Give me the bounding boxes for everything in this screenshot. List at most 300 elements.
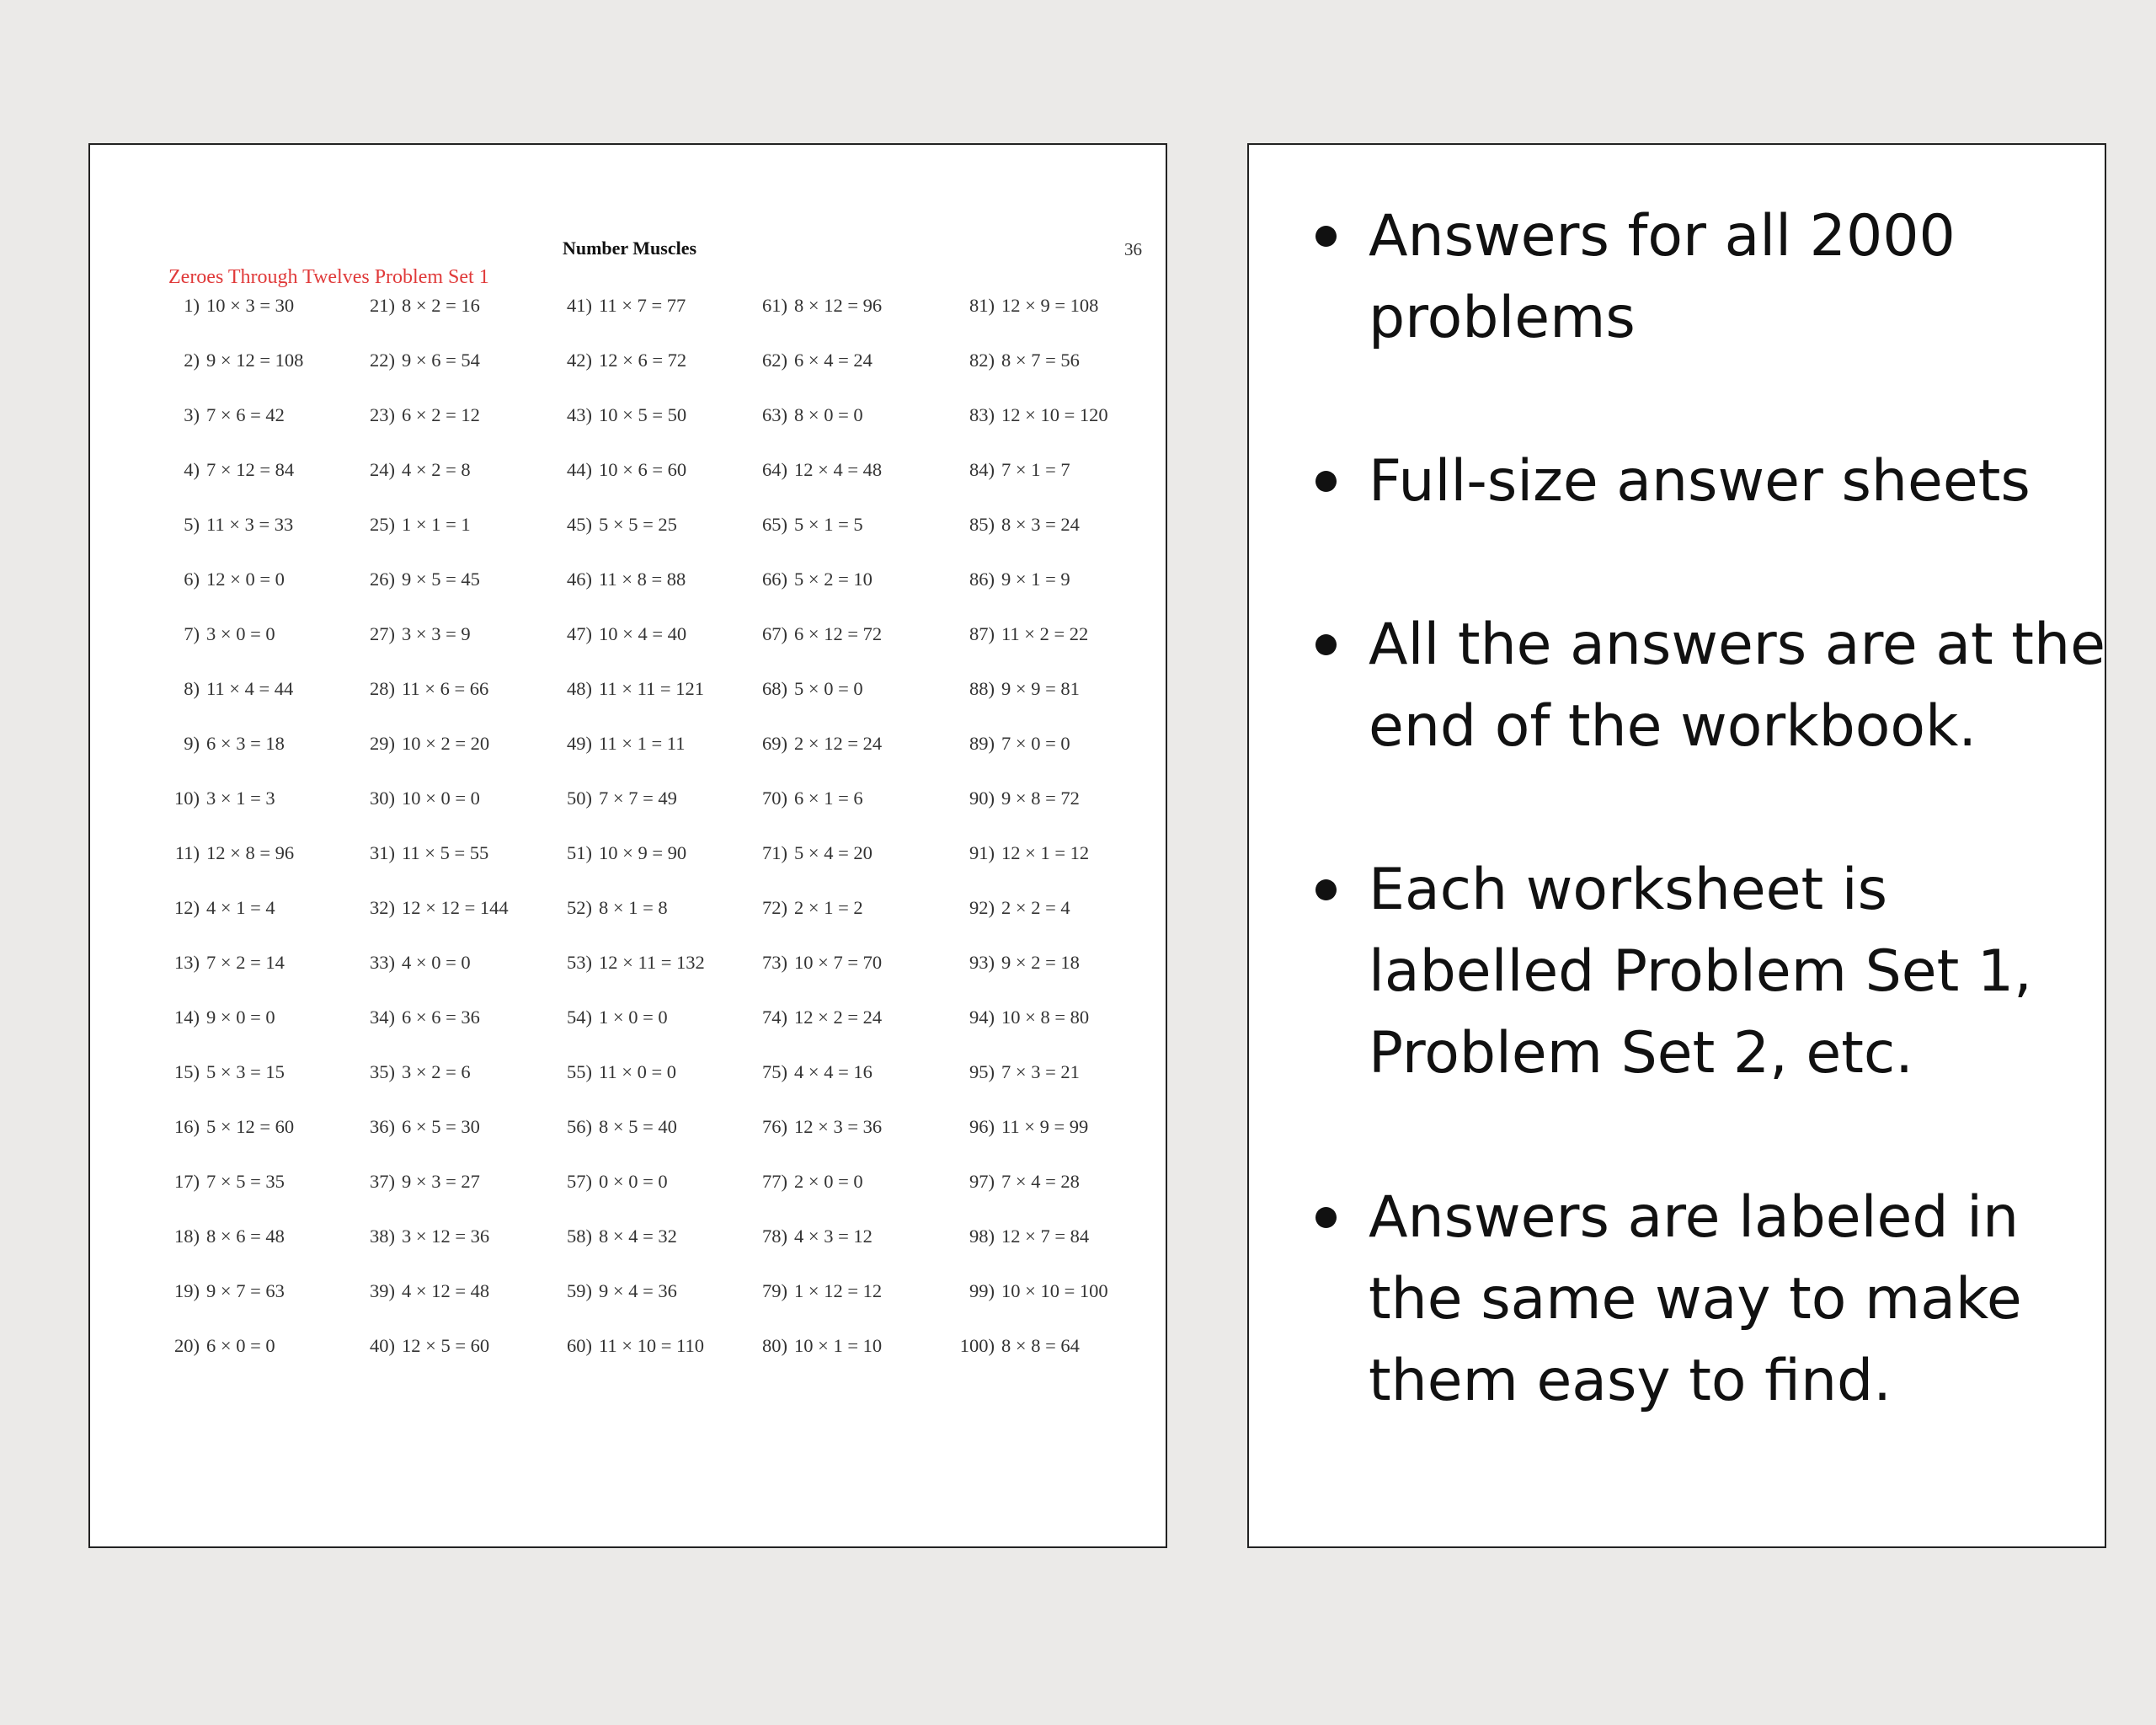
- problem-item: [762, 514, 863, 536]
- problem-number: 14): [174, 1007, 200, 1028]
- problem-equation: 12 × 3 = 36: [794, 1116, 883, 1137]
- problem-equation: 9 × 9 = 81: [1001, 678, 1080, 699]
- problem-number: 25): [370, 514, 395, 535]
- problem-number: 31): [370, 842, 395, 863]
- problem-equation: 12 × 1 = 12: [1001, 842, 1090, 863]
- problem-item: [370, 1007, 480, 1028]
- problem-number: 63): [762, 404, 787, 425]
- problem-item: [969, 350, 1080, 371]
- problem-number: 3): [184, 404, 200, 425]
- problem-item: [567, 1226, 677, 1247]
- problem-equation: 11 × 8 = 88: [599, 569, 686, 590]
- problem-equation: 10 × 7 = 70: [794, 952, 883, 973]
- problem-item: [370, 733, 490, 755]
- page-number: 36: [1124, 239, 1142, 259]
- problem-number: 17): [174, 1171, 200, 1192]
- problem-number: 41): [567, 295, 592, 316]
- problem-item: [370, 295, 480, 317]
- problem-equation: 10 × 9 = 90: [599, 842, 687, 863]
- problem-number: 64): [762, 459, 787, 480]
- problem-number: 33): [370, 952, 395, 973]
- problem-equation: 11 × 4 = 44: [206, 678, 294, 699]
- problem-number: 23): [370, 404, 395, 425]
- bullet-icon: [1315, 471, 1337, 492]
- problem-equation: 2 × 0 = 0: [794, 1171, 863, 1192]
- problem-item: [184, 733, 285, 755]
- bullet-icon: [1315, 226, 1337, 247]
- problem-item: [969, 459, 1070, 481]
- problem-item: [174, 1007, 275, 1028]
- problem-equation: 9 × 8 = 72: [1001, 788, 1080, 809]
- problem-number: 13): [174, 952, 200, 973]
- problem-item: [184, 295, 295, 317]
- problem-item: [184, 404, 285, 426]
- problem-item: [969, 897, 1070, 919]
- problem-number: 84): [969, 459, 995, 480]
- problem-number: 57): [567, 1171, 592, 1192]
- problem-equation: 8 × 7 = 56: [1001, 350, 1080, 371]
- problem-item: [762, 1116, 883, 1138]
- problem-number: 10): [174, 788, 200, 809]
- problem-equation: 9 × 0 = 0: [206, 1007, 275, 1028]
- problem-equation: 11 × 7 = 77: [599, 295, 686, 316]
- problem-number: 42): [567, 350, 592, 371]
- problem-number: 39): [370, 1280, 395, 1301]
- problem-item: [184, 459, 295, 481]
- problem-item: [567, 404, 687, 426]
- problem-equation: 9 × 4 = 36: [599, 1280, 677, 1301]
- problem-item: [969, 404, 1108, 426]
- problem-equation: 12 × 9 = 108: [1001, 295, 1099, 316]
- problem-equation: 6 × 6 = 36: [402, 1007, 480, 1028]
- problem-equation: 3 × 1 = 3: [206, 788, 275, 809]
- feature-text: [1369, 441, 2031, 522]
- problem-number: 12): [174, 897, 200, 918]
- problem-equation: 11 × 2 = 22: [1001, 623, 1089, 644]
- problem-equation: 11 × 3 = 33: [206, 514, 294, 535]
- problem-equation: 8 × 0 = 0: [794, 404, 863, 425]
- problem-equation: 12 × 7 = 84: [1001, 1226, 1090, 1247]
- problem-item: [969, 1280, 1108, 1302]
- problem-item: [969, 1061, 1080, 1083]
- problem-equation: 8 × 8 = 64: [1001, 1335, 1080, 1356]
- problem-item: [762, 350, 873, 371]
- problem-number: 75): [762, 1061, 787, 1082]
- problem-equation: 7 × 2 = 14: [206, 952, 285, 973]
- worksheet-page: [88, 143, 1167, 1548]
- problem-number: 69): [762, 733, 787, 754]
- problem-equation: 7 × 12 = 84: [206, 459, 295, 480]
- problem-item: [762, 623, 883, 645]
- feature-text: [1369, 1177, 2022, 1422]
- problem-equation: 7 × 6 = 42: [206, 404, 285, 425]
- feature-text-line: Each worksheet is: [1369, 857, 1888, 923]
- problem-number: 78): [762, 1226, 787, 1247]
- problem-number: 7): [184, 623, 200, 644]
- feature-text-line: All the answers are at the: [1369, 611, 2105, 678]
- problem-item: [567, 1171, 668, 1193]
- problem-number: 1): [184, 295, 200, 316]
- problem-equation: 7 × 4 = 28: [1001, 1171, 1080, 1192]
- problem-number: 81): [969, 295, 995, 316]
- problem-number: 88): [969, 678, 995, 699]
- problem-item: [567, 897, 668, 919]
- problem-item: [567, 1116, 677, 1138]
- problem-equation: 2 × 12 = 24: [794, 733, 883, 754]
- problem-item: [969, 1226, 1090, 1247]
- problem-equation: 10 × 0 = 0: [402, 788, 480, 809]
- problem-number: 77): [762, 1171, 787, 1192]
- problem-item: [370, 1335, 490, 1357]
- problem-equation: 12 × 4 = 48: [794, 459, 883, 480]
- problem-item: [762, 459, 883, 481]
- problem-number: 20): [174, 1335, 200, 1356]
- problem-equation: 6 × 3 = 18: [206, 733, 285, 754]
- problem-item: [969, 514, 1080, 536]
- problem-number: 32): [370, 897, 395, 918]
- problem-item: [762, 569, 873, 590]
- problem-equation: 1 × 1 = 1: [402, 514, 471, 535]
- problem-item: [567, 788, 677, 809]
- problem-equation: 5 × 3 = 15: [206, 1061, 285, 1082]
- problem-item: [174, 897, 275, 919]
- feature-text-line: Answers are labeled in: [1369, 1184, 2020, 1251]
- problem-number: 85): [969, 514, 995, 535]
- feature-text: [1369, 849, 2032, 1094]
- problem-number: 86): [969, 569, 995, 590]
- problem-number: 94): [969, 1007, 995, 1028]
- problem-equation: 2 × 1 = 2: [794, 897, 863, 918]
- problem-number: 40): [370, 1335, 395, 1356]
- problem-equation: 12 × 2 = 24: [794, 1007, 883, 1028]
- problem-item: [174, 788, 275, 809]
- problem-item: [174, 1171, 285, 1193]
- problem-equation: 11 × 0 = 0: [599, 1061, 677, 1082]
- problem-item: [370, 623, 471, 645]
- problem-number: 71): [762, 842, 787, 863]
- problem-number: 98): [969, 1226, 995, 1247]
- problem-equation: 4 × 2 = 8: [402, 459, 471, 480]
- problem-number: 22): [370, 350, 395, 371]
- problem-equation: 8 × 1 = 8: [599, 897, 668, 918]
- problem-item: [969, 952, 1080, 974]
- problem-number: 19): [174, 1280, 200, 1301]
- problem-equation: 12 × 0 = 0: [206, 569, 285, 590]
- problem-item: [762, 678, 863, 700]
- problem-number: 47): [567, 623, 592, 644]
- problem-number: 68): [762, 678, 787, 699]
- problem-equation: 7 × 1 = 7: [1001, 459, 1070, 480]
- problem-equation: 4 × 4 = 16: [794, 1061, 873, 1082]
- problem-number: 30): [370, 788, 395, 809]
- problem-equation: 6 × 0 = 0: [206, 1335, 275, 1356]
- problem-number: 27): [370, 623, 395, 644]
- problem-equation: 10 × 2 = 20: [402, 733, 490, 754]
- problem-number: 96): [969, 1116, 995, 1137]
- problem-item: [969, 1007, 1090, 1028]
- problem-item: [370, 678, 489, 700]
- problem-number: 62): [762, 350, 787, 371]
- problem-item: [762, 788, 863, 809]
- feature-text-line: problems: [1369, 285, 1636, 351]
- problem-item: [969, 733, 1070, 755]
- problem-item: [567, 1007, 668, 1028]
- problem-equation: 9 × 2 = 18: [1001, 952, 1080, 973]
- problem-item: [762, 1007, 883, 1028]
- problem-item: [370, 1280, 490, 1302]
- problem-number: 5): [184, 514, 200, 535]
- problem-item: [762, 733, 883, 755]
- problem-item: [567, 350, 687, 371]
- problem-item: [174, 842, 295, 864]
- problem-equation: 5 × 4 = 20: [794, 842, 873, 863]
- problem-equation: 10 × 8 = 80: [1001, 1007, 1090, 1028]
- problem-item: [174, 1335, 275, 1357]
- problem-item: [969, 1171, 1080, 1193]
- problem-number: 15): [174, 1061, 200, 1082]
- problem-number: 56): [567, 1116, 592, 1137]
- problem-number: 61): [762, 295, 787, 316]
- problem-equation: 1 × 12 = 12: [794, 1280, 883, 1301]
- problem-item: [567, 459, 687, 481]
- problem-number: 67): [762, 623, 787, 644]
- problem-number: 91): [969, 842, 995, 863]
- problem-number: 16): [174, 1116, 200, 1137]
- problem-item: [567, 733, 686, 755]
- bullet-icon: [1315, 1207, 1337, 1228]
- problem-equation: 7 × 3 = 21: [1001, 1061, 1080, 1082]
- problem-equation: 12 × 12 = 144: [402, 897, 509, 918]
- problem-number: 11): [174, 842, 200, 863]
- problem-item: [184, 569, 285, 590]
- bullet-icon: [1315, 634, 1337, 655]
- problem-item: [370, 897, 509, 919]
- problem-number: 93): [969, 952, 995, 973]
- problem-number: 45): [567, 514, 592, 535]
- problem-equation: 0 × 0 = 0: [599, 1171, 668, 1192]
- problem-number: 58): [567, 1226, 592, 1247]
- problem-equation: 9 × 3 = 27: [402, 1171, 480, 1192]
- problem-item: [762, 1335, 883, 1357]
- problem-item: [567, 1280, 677, 1302]
- problem-item: [969, 569, 1070, 590]
- problem-item: [969, 678, 1080, 700]
- problem-number: 100): [959, 1335, 995, 1356]
- problem-item: [567, 678, 704, 700]
- problem-equation: 12 × 5 = 60: [402, 1335, 490, 1356]
- problem-equation: 5 × 1 = 5: [794, 514, 863, 535]
- problem-equation: 10 × 3 = 30: [206, 295, 295, 316]
- problem-equation: 11 × 1 = 11: [599, 733, 686, 754]
- problem-equation: 8 × 12 = 96: [794, 295, 883, 316]
- problem-number: 6): [184, 569, 200, 590]
- feature-text-line: Full-size answer sheets: [1369, 448, 2031, 515]
- problem-item: [969, 623, 1089, 645]
- problem-item: [762, 295, 883, 317]
- problem-item: [174, 1226, 285, 1247]
- problem-number: 87): [969, 623, 995, 644]
- problem-number: 53): [567, 952, 592, 973]
- problem-number: 80): [762, 1335, 787, 1356]
- problem-equation: 8 × 3 = 24: [1001, 514, 1080, 535]
- problem-equation: 7 × 7 = 49: [599, 788, 677, 809]
- problem-equation: 4 × 0 = 0: [402, 952, 471, 973]
- feature-text-line: Problem Set 2, etc.: [1369, 1020, 1913, 1087]
- feature-text-line: labelled Problem Set 1,: [1369, 938, 2032, 1005]
- feature-text-line: the same way to make: [1369, 1266, 2022, 1332]
- problem-item: [370, 1171, 480, 1193]
- problem-item: [370, 952, 471, 974]
- problem-number: 95): [969, 1061, 995, 1082]
- problem-equation: 9 × 7 = 63: [206, 1280, 285, 1301]
- problem-equation: 4 × 3 = 12: [794, 1226, 873, 1247]
- problem-number: 18): [174, 1226, 200, 1247]
- problem-item: [762, 842, 873, 864]
- feature-text: [1369, 604, 2105, 767]
- problem-item: [567, 842, 687, 864]
- problem-number: 59): [567, 1280, 592, 1301]
- problem-equation: 9 × 6 = 54: [402, 350, 480, 371]
- problem-item: [762, 1226, 873, 1247]
- problem-equation: 12 × 11 = 132: [599, 952, 705, 973]
- problem-number: 83): [969, 404, 995, 425]
- feature-text-line: Answers for all 2000: [1369, 203, 1956, 270]
- info-panel: [1247, 143, 2106, 1548]
- problem-item: [370, 1061, 471, 1083]
- problem-number: 49): [567, 733, 592, 754]
- problem-number: 66): [762, 569, 787, 590]
- problem-number: 43): [567, 404, 592, 425]
- feature-text-line: end of the workbook.: [1369, 693, 1977, 760]
- problem-number: 72): [762, 897, 787, 918]
- problem-equation: 5 × 2 = 10: [794, 569, 873, 590]
- problem-number: 65): [762, 514, 787, 535]
- problem-number: 24): [370, 459, 395, 480]
- problem-equation: 6 × 1 = 6: [794, 788, 863, 809]
- problem-number: 4): [184, 459, 200, 480]
- problem-equation: 8 × 5 = 40: [599, 1116, 677, 1137]
- problem-number: 97): [969, 1171, 995, 1192]
- problem-number: 44): [567, 459, 592, 480]
- problem-equation: 3 × 3 = 9: [402, 623, 471, 644]
- problem-equation: 8 × 4 = 32: [599, 1226, 677, 1247]
- problem-number: 28): [370, 678, 395, 699]
- problem-item: [762, 1280, 883, 1302]
- problem-set-subtitle: Zeroes Through Twelves Problem Set 1: [168, 266, 489, 288]
- worksheet-title: Number Muscles: [562, 238, 697, 259]
- problem-item: [762, 897, 863, 919]
- problem-equation: 7 × 5 = 35: [206, 1171, 285, 1192]
- problem-number: 52): [567, 897, 592, 918]
- problem-number: 74): [762, 1007, 787, 1028]
- problem-number: 99): [969, 1280, 995, 1301]
- problem-item: [567, 295, 686, 317]
- problem-item: [762, 952, 883, 974]
- problem-item: [567, 1335, 704, 1357]
- problem-equation: 12 × 10 = 120: [1001, 404, 1108, 425]
- problem-item: [370, 1226, 490, 1247]
- problem-item: [567, 569, 686, 590]
- problem-equation: 2 × 2 = 4: [1001, 897, 1070, 918]
- problem-item: [969, 295, 1099, 317]
- problem-equation: 11 × 6 = 66: [402, 678, 489, 699]
- problem-equation: 5 × 5 = 25: [599, 514, 677, 535]
- problem-item: [762, 1061, 873, 1083]
- problem-item: [567, 952, 705, 974]
- problem-number: 36): [370, 1116, 395, 1137]
- problem-item: [184, 623, 275, 645]
- problem-number: 79): [762, 1280, 787, 1301]
- problem-item: [567, 514, 677, 536]
- problem-item: [370, 514, 471, 536]
- bullet-icon: [1315, 879, 1337, 900]
- problem-item: [567, 623, 687, 645]
- problem-number: 92): [969, 897, 995, 918]
- problem-item: [969, 842, 1090, 864]
- problem-item: [174, 1116, 295, 1138]
- problem-equation: 10 × 5 = 50: [599, 404, 687, 425]
- problem-item: [184, 350, 304, 371]
- problem-number: 60): [567, 1335, 592, 1356]
- problem-number: 50): [567, 788, 592, 809]
- problem-number: 37): [370, 1171, 395, 1192]
- problem-equation: 3 × 12 = 36: [402, 1226, 490, 1247]
- problem-number: 38): [370, 1226, 395, 1247]
- problem-equation: 6 × 4 = 24: [794, 350, 873, 371]
- problem-item: [959, 1335, 1080, 1357]
- problem-item: [174, 1061, 285, 1083]
- problem-number: 29): [370, 733, 395, 754]
- problem-number: 9): [184, 733, 200, 754]
- problem-item: [370, 459, 471, 481]
- problem-item: [184, 514, 294, 536]
- problem-equation: 1 × 0 = 0: [599, 1007, 668, 1028]
- problem-number: 46): [567, 569, 592, 590]
- problem-item: [174, 952, 285, 974]
- problem-number: 26): [370, 569, 395, 590]
- problem-equation: 6 × 2 = 12: [402, 404, 480, 425]
- problem-equation: 9 × 12 = 108: [206, 350, 304, 371]
- problem-equation: 10 × 6 = 60: [599, 459, 687, 480]
- problem-number: 89): [969, 733, 995, 754]
- problem-item: [184, 678, 294, 700]
- problem-equation: 3 × 0 = 0: [206, 623, 275, 644]
- problem-item: [567, 1061, 677, 1083]
- problem-number: 51): [567, 842, 592, 863]
- problem-equation: 8 × 2 = 16: [402, 295, 480, 316]
- problem-number: 54): [567, 1007, 592, 1028]
- problem-item: [370, 842, 489, 864]
- feature-text-line: them easy to find.: [1369, 1348, 1892, 1414]
- problem-number: 48): [567, 678, 592, 699]
- problem-item: [969, 1116, 1089, 1138]
- problem-number: 2): [184, 350, 200, 371]
- problem-equation: 3 × 2 = 6: [402, 1061, 471, 1082]
- problem-equation: 10 × 10 = 100: [1001, 1280, 1108, 1301]
- problem-equation: 6 × 5 = 30: [402, 1116, 480, 1137]
- problem-equation: 6 × 12 = 72: [794, 623, 883, 644]
- problem-number: 55): [567, 1061, 592, 1082]
- problem-number: 34): [370, 1007, 395, 1028]
- problem-equation: 9 × 5 = 45: [402, 569, 480, 590]
- problem-item: [762, 1171, 863, 1193]
- problem-item: [370, 404, 480, 426]
- problem-equation: 12 × 8 = 96: [206, 842, 295, 863]
- problem-equation: 10 × 1 = 10: [794, 1335, 883, 1356]
- problem-item: [370, 788, 480, 809]
- problem-number: 82): [969, 350, 995, 371]
- problem-equation: 9 × 1 = 9: [1001, 569, 1070, 590]
